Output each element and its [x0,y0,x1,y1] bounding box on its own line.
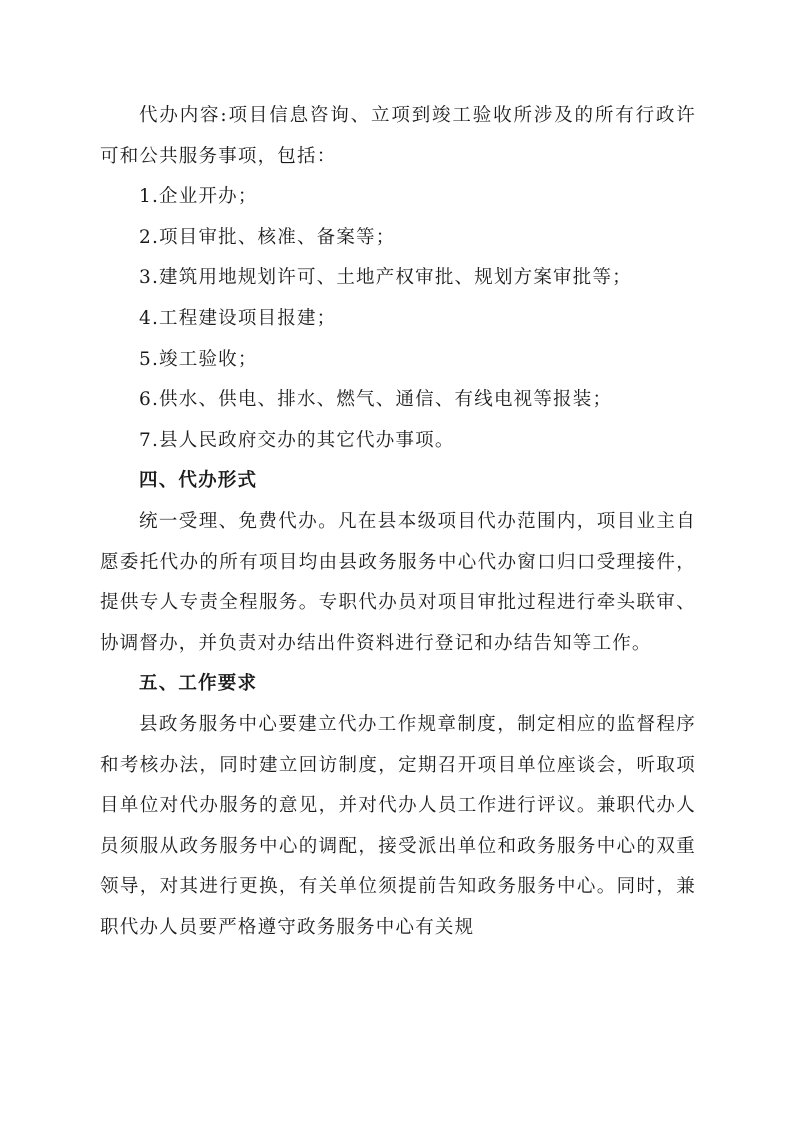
section-heading-5: 五、工作要求 [139,673,258,695]
list-item: 3.建筑用地规划许可、土地产权审批、规划方案审批等； [139,267,632,289]
section-5-paragraph: 县政务服务中心要建立代办工作规章制度，制定相应的监督程序和考核办法，同时建立回访制度，定期召开项目单位座谈会，听取项目单位对代办服务的意见，并对代办人员工作进行评议。兼职代办人员须服从政务服务中心的调配，接受派出单位和政务服务中心的双重领导，对其进行更换，有关单位须提前告知政务服务中心。同时，兼职代办人员要严格遵守政务服务中心有关规 [100,713,696,938]
list-item: 7.县人民政府交办的其它代办事项。 [139,429,455,451]
list-item: 2.项目审批、核准、备案等； [139,226,396,248]
list-item: 5.竣工验收； [139,348,258,370]
list-item: 4.工程建设项目报建； [139,307,337,329]
section-4-paragraph: 统一受理、免费代办。凡在县本级项目代办范围内，项目业主自愿委托代办的所有项目均由县政务服务中心代办窗口归口受理接件，提供专人专责全程服务。专职代办员对项目审批过程进行牵头联审、协调督办，并负责对办结出件资料进行登记和办结告知等工作。 [100,510,696,654]
intro-paragraph: 代办内容:项目信息咨询、立项到竣工验收所涉及的所有行政许可和公共服务事项，包括： [100,105,696,167]
list-item: 6.供水、供电、排水、燃气、通信、有线电视等报装； [139,389,613,411]
list-item: 1.企业开办； [139,186,258,208]
document-body [100,96,696,948]
section-heading-4: 四、代办形式 [139,470,258,492]
service-list [100,177,696,461]
